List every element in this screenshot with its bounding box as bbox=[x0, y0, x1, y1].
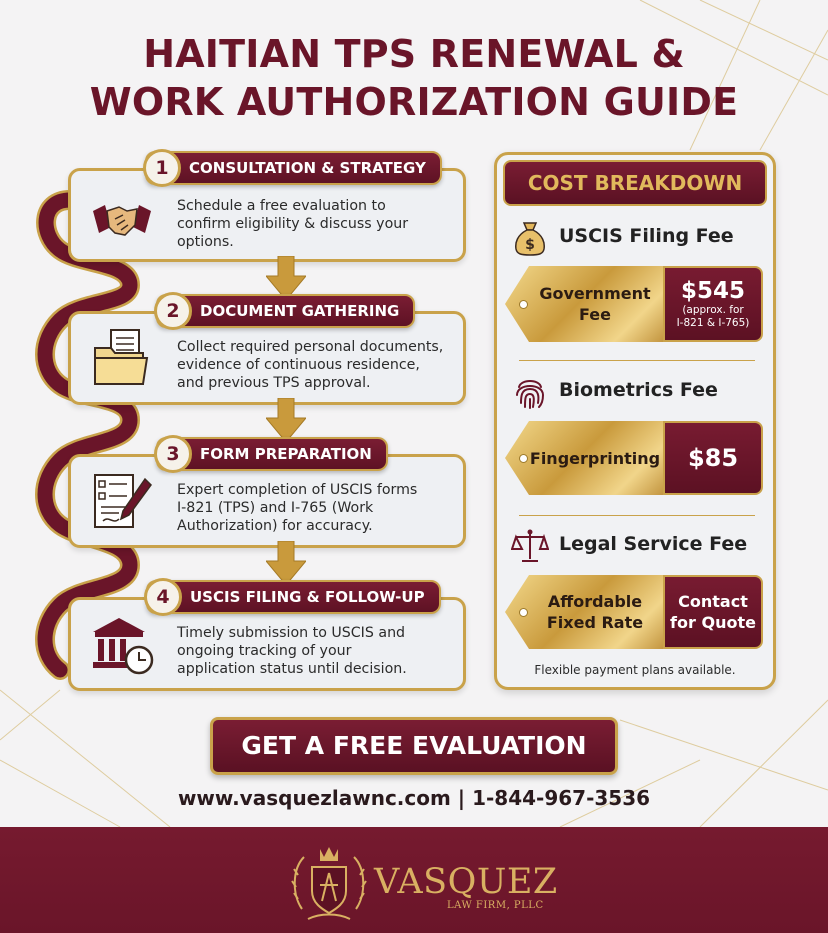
title-line-1: HAITIAN TPS RENEWAL & bbox=[143, 32, 685, 76]
free-evaluation-button[interactable]: GET A FREE EVALUATION bbox=[210, 717, 618, 775]
government-fee-label-line-2: Fee bbox=[579, 305, 611, 324]
fee-divider bbox=[519, 515, 755, 516]
step-2-line-3: and previous TPS approval. bbox=[177, 375, 371, 391]
step-4-banner bbox=[146, 580, 441, 614]
money-bag-icon bbox=[511, 219, 549, 257]
biometrics-fee-name: Biometrics Fee bbox=[559, 379, 718, 401]
government-fee-label bbox=[525, 266, 665, 342]
biometrics-amount: $85 bbox=[687, 444, 739, 472]
step-4-description bbox=[177, 624, 453, 678]
government-fee-note-line-2: I-821 & I-765) bbox=[676, 317, 750, 329]
cost-breakdown-header: COST BREAKDOWN bbox=[503, 160, 767, 206]
legal-service-fee-heading bbox=[511, 527, 765, 565]
crest-emblem-icon bbox=[290, 839, 368, 923]
biometrics-fee-heading bbox=[511, 373, 765, 411]
legal-service-fee-name: Legal Service Fee bbox=[559, 533, 748, 555]
government-fee-label-line-1: Government bbox=[539, 284, 651, 303]
form-pen-icon bbox=[89, 471, 155, 533]
step-1-description bbox=[177, 197, 453, 251]
government-fee-amount: $545 bbox=[680, 278, 745, 304]
fee-divider bbox=[519, 360, 755, 361]
uscis-filing-fee-name: USCIS Filing Fee bbox=[559, 225, 734, 247]
step-1-line-1: Schedule a free evaluation to bbox=[177, 198, 386, 214]
government-fee-note-line-1: (approx. for bbox=[682, 304, 744, 316]
scales-icon bbox=[511, 527, 549, 565]
legal-fee-label-line-1: Affordable bbox=[547, 592, 643, 611]
step-1-number: 1 bbox=[143, 149, 181, 187]
step-2-line-1: Collect required personal documents, bbox=[177, 339, 444, 355]
footer-bar bbox=[0, 827, 828, 933]
cost-breakdown-panel bbox=[494, 152, 776, 690]
firm-logo-subtitle: LAW FIRM, PLLC bbox=[447, 900, 544, 911]
fingerprinting-label-line: Fingerprinting bbox=[529, 448, 661, 468]
biometrics-amount-box bbox=[663, 421, 763, 495]
step-3-line-1: Expert completion of USCIS forms bbox=[177, 482, 418, 498]
step-2-title: DOCUMENT GATHERING bbox=[200, 302, 400, 320]
step-3-description bbox=[177, 481, 453, 535]
step-3-line-2: I-821 (TPS) and I-765 (Work bbox=[177, 500, 374, 516]
step-4-line-1: Timely submission to USCIS and bbox=[177, 625, 406, 641]
contact-info-line[interactable]: www.vasquezlawnc.com | 1-844-967-3536 bbox=[177, 786, 651, 810]
step-4-line-2: ongoing tracking of your bbox=[177, 643, 352, 659]
folder-documents-icon bbox=[89, 328, 155, 390]
government-fee-tag bbox=[505, 266, 763, 342]
step-2-line-2: evidence of continuous residence, bbox=[177, 357, 420, 373]
down-arrow-icon bbox=[266, 541, 306, 585]
handshake-icon bbox=[89, 189, 155, 251]
fingerprinting-fee-tag bbox=[505, 421, 763, 495]
legal-fee-label bbox=[525, 575, 665, 649]
step-2-banner bbox=[156, 294, 415, 328]
payment-plans-note: Flexible payment plans available. bbox=[534, 663, 736, 677]
step-3-title: FORM PREPARATION bbox=[200, 445, 372, 463]
step-4-title: USCIS FILING & FOLLOW-UP bbox=[190, 588, 425, 606]
step-1-banner bbox=[145, 151, 442, 185]
legal-fee-quote-line-1: Contact bbox=[678, 592, 748, 611]
svg-text:$: $ bbox=[525, 237, 535, 253]
title-line-2: WORK AUTHORIZATION GUIDE bbox=[89, 80, 739, 124]
step-1-title: CONSULTATION & STRATEGY bbox=[189, 159, 426, 177]
step-3-number: 3 bbox=[154, 435, 192, 473]
step-3-line-3: Authorization) for accuracy. bbox=[177, 518, 373, 534]
uscis-filing-fee-heading bbox=[511, 219, 765, 257]
step-1-line-2: confirm eligibility & discuss your bbox=[177, 216, 409, 232]
legal-fee-quote-box[interactable] bbox=[663, 575, 763, 649]
step-1-line-3: options. bbox=[177, 234, 234, 250]
legal-fee-quote-line-2: for Quote bbox=[670, 613, 756, 632]
page-title bbox=[0, 30, 828, 126]
courthouse-clock-icon bbox=[89, 614, 155, 676]
step-3-banner bbox=[156, 437, 388, 471]
government-fee-amount-box bbox=[663, 266, 763, 342]
legal-fee-label-line-2: Fixed Rate bbox=[546, 613, 644, 632]
step-4-line-3: application status until decision. bbox=[177, 661, 407, 677]
fingerprint-icon bbox=[511, 373, 549, 411]
step-2-number: 2 bbox=[154, 292, 192, 330]
legal-fee-tag bbox=[505, 575, 763, 649]
step-4-number: 4 bbox=[144, 578, 182, 616]
firm-logo-name: VASQUEZ bbox=[374, 862, 558, 902]
step-2-description bbox=[177, 338, 453, 392]
down-arrow-icon bbox=[266, 398, 306, 442]
fingerprinting-label bbox=[525, 421, 665, 495]
